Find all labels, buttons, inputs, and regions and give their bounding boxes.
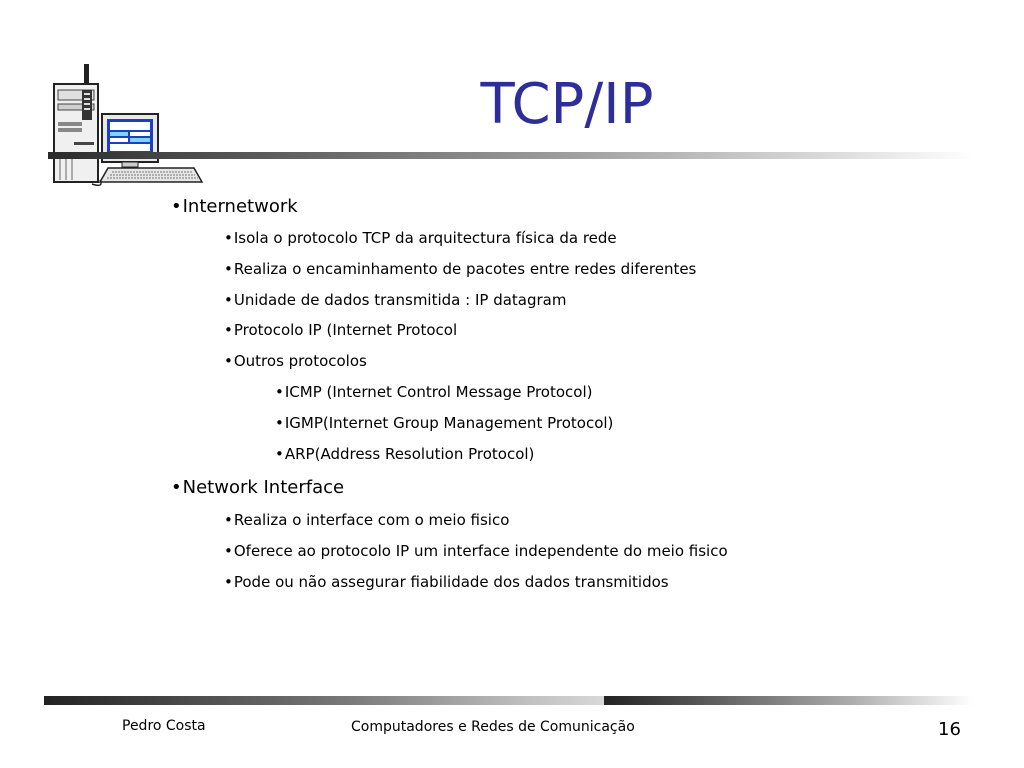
bullet-text: Pode ou não assegurar fiabilidade dos dados transmitidos — [233, 573, 669, 591]
bullet-text: Network Interface — [182, 477, 345, 498]
bullet-item-level-2 — [224, 260, 696, 278]
bullet-icon: • — [224, 229, 233, 247]
bullet-text: Isola o protocolo TCP da arquitectura física da rede — [233, 229, 617, 247]
bullet-item-level-1 — [171, 477, 344, 498]
bullet-text: Internetwork — [182, 196, 298, 217]
bullet-icon: • — [224, 291, 233, 309]
bullet-item-level-3 — [275, 383, 593, 401]
bullet-icon: • — [275, 383, 284, 401]
bullet-item-level-2 — [224, 291, 566, 309]
bullet-icon: • — [224, 352, 233, 370]
bullet-text: Outros protocolos — [233, 352, 367, 370]
bullet-icon: • — [224, 511, 233, 529]
bullet-text: Realiza o encaminhamento de pacotes entre redes diferentes — [233, 260, 697, 278]
footer-author: Pedro Costa — [122, 718, 206, 734]
bullet-item-level-3 — [275, 414, 613, 432]
bullet-item-level-2 — [224, 573, 669, 591]
bullet-text: Realiza o interface com o meio fisico — [233, 511, 510, 529]
bullet-icon: • — [171, 477, 182, 498]
bullet-icon: • — [224, 573, 233, 591]
footer-course: Computadores e Redes de Comunicação — [351, 719, 635, 735]
bullet-item-level-3 — [275, 445, 534, 463]
bullet-item-level-1 — [171, 196, 298, 217]
bullet-item-level-2 — [224, 542, 728, 560]
bullet-item-level-2 — [224, 321, 457, 339]
bullet-icon: • — [224, 260, 233, 278]
footer-divider-right — [604, 696, 974, 705]
bullet-text: ICMP (Internet Control Message Protocol) — [284, 383, 593, 401]
bullet-text: IGMP(Internet Group Management Protocol) — [284, 414, 614, 432]
footer-divider-left — [44, 696, 604, 705]
bullet-item-level-2 — [224, 352, 367, 370]
bullet-text: Oferece ao protocolo IP um interface independente do meio fisico — [233, 542, 728, 560]
bullet-text: ARP(Address Resolution Protocol) — [284, 445, 535, 463]
bullet-item-level-2 — [224, 511, 509, 529]
page-number: 16 — [938, 719, 961, 740]
bullet-icon: • — [275, 445, 284, 463]
bullet-icon: • — [224, 321, 233, 339]
bullet-item-level-2 — [224, 229, 617, 247]
slide-title: TCP/IP — [480, 72, 654, 137]
bullet-icon: • — [224, 542, 233, 560]
bullet-text: Protocolo IP (Internet Protocol — [233, 321, 458, 339]
bullet-icon: • — [171, 196, 182, 217]
bullet-icon: • — [275, 414, 284, 432]
bullet-text: Unidade de dados transmitida : IP datagram — [233, 291, 567, 309]
